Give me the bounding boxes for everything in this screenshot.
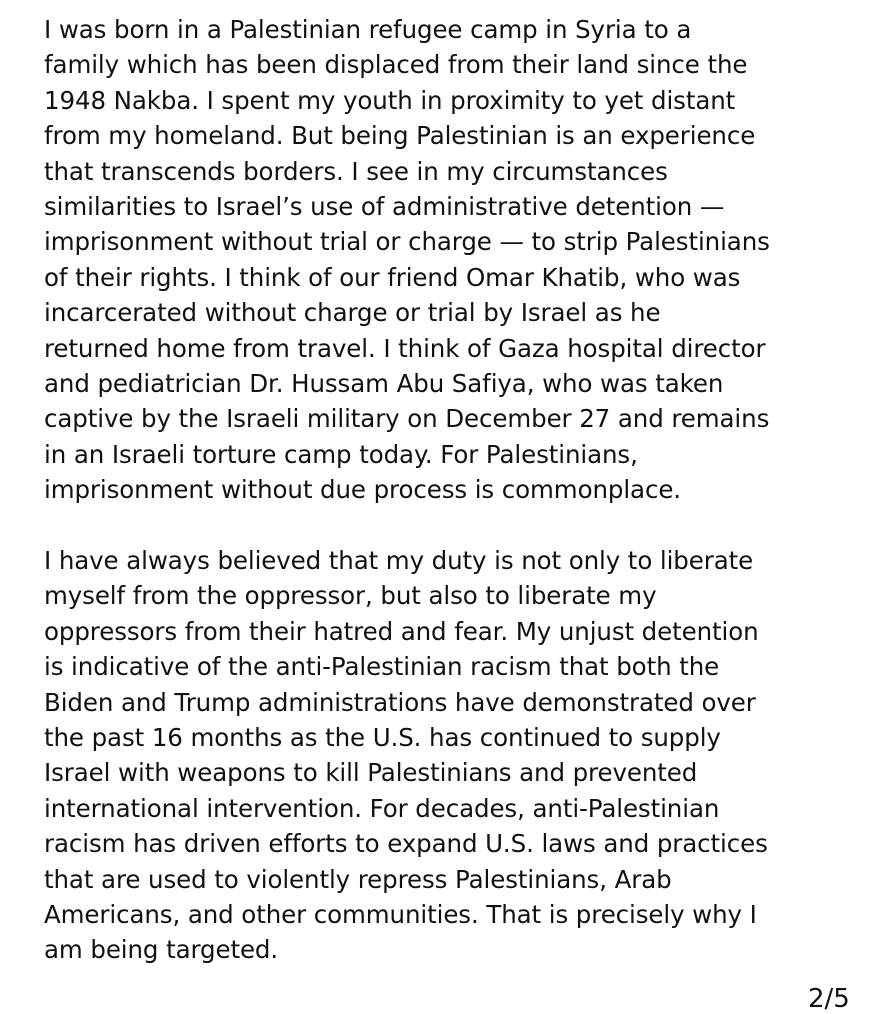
text-line: imprisonment without trial or charge — to strip Palestinians xyxy=(44,227,770,257)
text-line: oppressors from their hatred and fear. My unjust detention xyxy=(44,616,759,646)
text-line: the past 16 months as the U.S. has continued to supply xyxy=(44,723,721,753)
paragraph-1 xyxy=(44,12,770,508)
text-line: similarities to Israel’s use of administrative detention — xyxy=(44,192,725,222)
text-line: and pediatrician Dr. Hussam Abu Safiya, who was taken xyxy=(44,369,724,399)
text-line: returned home from travel. I think of Gaza hospital director xyxy=(44,333,766,363)
text-line: I was born in a Palestinian refugee camp in Syria to a xyxy=(44,15,692,44)
text-line: from my homeland. But being Palestinian is an experience xyxy=(44,121,756,151)
text-line: of their rights. I think of our friend Omar Khatib, who was xyxy=(44,262,741,292)
text-line: is indicative of the anti-Palestinian racism that both the xyxy=(44,652,720,682)
text-line: myself from the oppressor, but also to liberate my xyxy=(44,581,657,611)
text-line: Israel with weapons to kill Palestinians and prevented xyxy=(44,758,698,788)
text-line: that are used to violently repress Palestinians, Arab xyxy=(44,864,672,894)
text-line: international intervention. For decades, anti-Palestinian xyxy=(44,793,720,823)
text-line: captive by the Israeli military on December 27 and remains xyxy=(44,404,770,434)
text-line: Biden and Trump administrations have demonstrated over xyxy=(44,687,756,717)
text-line: Americans, and other communities. That is precisely why I xyxy=(44,900,757,930)
text-line: racism has driven efforts to expand U.S. laws and practices xyxy=(44,829,768,859)
page-number: 2/5 xyxy=(808,984,850,1014)
text-line: family which has been displaced from their land since the xyxy=(44,50,748,80)
paragraph-2 xyxy=(44,543,768,968)
text-line: incarcerated without charge or trial by Israel as he xyxy=(44,298,661,328)
text-line: imprisonment without due process is commonplace. xyxy=(44,475,681,505)
text-line: 1948 Nakba. I spent my youth in proximity to yet distant xyxy=(44,85,736,115)
text-line: in an Israeli torture camp today. For Palestinians, xyxy=(44,439,638,469)
text-line: I have always believed that my duty is not only to liberate xyxy=(44,546,754,575)
text-line: am being targeted. xyxy=(44,935,279,965)
text-line: that transcends borders. I see in my circumstances xyxy=(44,156,668,186)
